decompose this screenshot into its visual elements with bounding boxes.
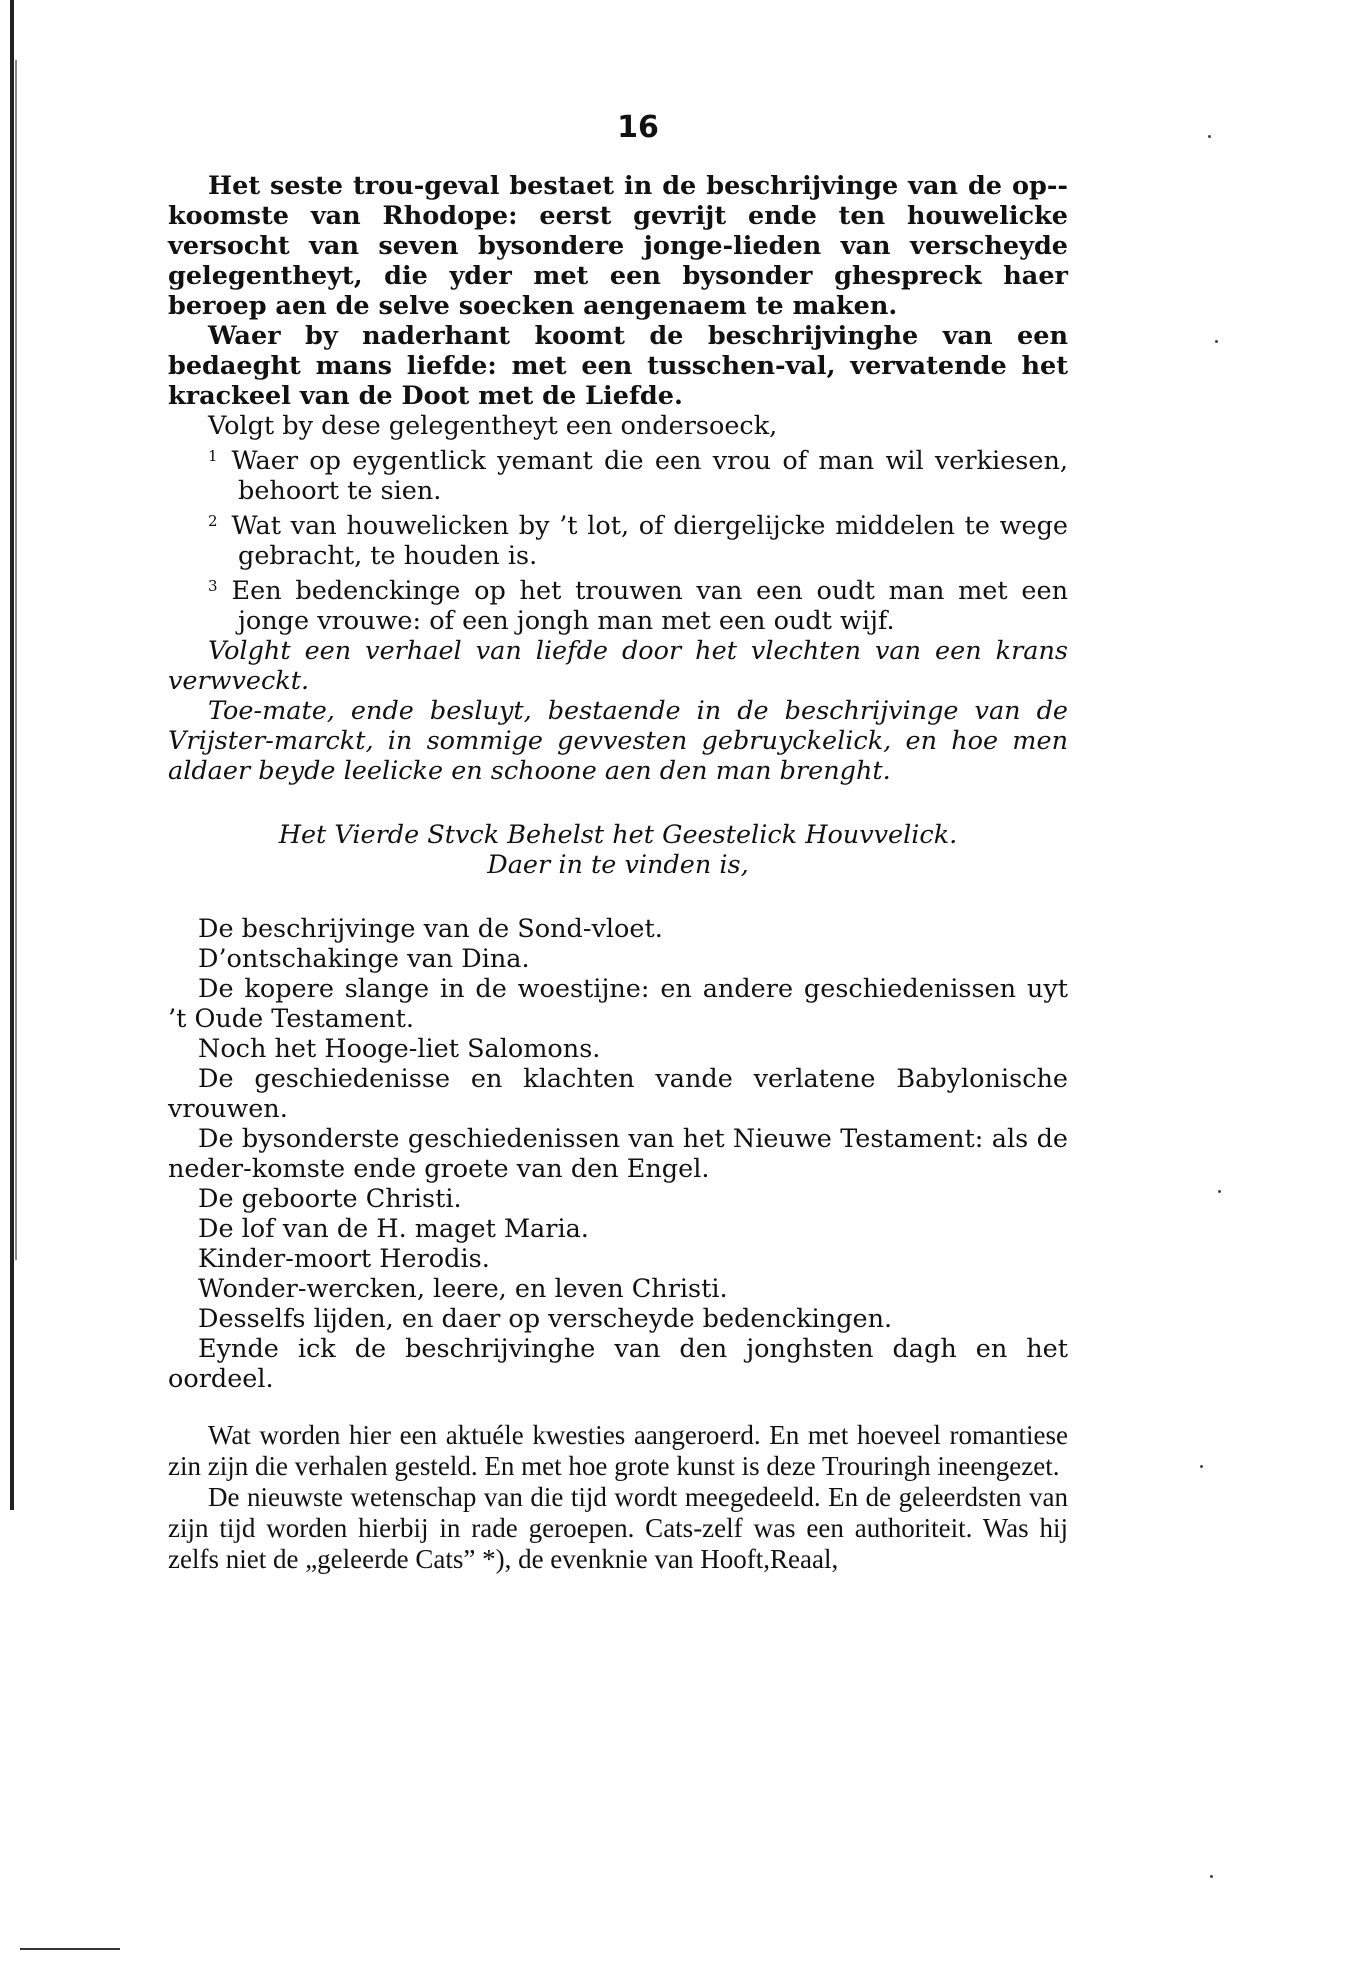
section-subheading: Daer in te vinden is,	[487, 850, 749, 880]
document-page	[168, 110, 1068, 1575]
summary-paragraph: Het seste trou-geval bestaet in de beschrijvinge van de op--koomste van Rhodope: eerst gevrijt ende ten houwelicke versocht van seven bysondere jonge-lieden van verscheyde gelegentheyt, die yder met een bysonder ghespreck haer beroep aen de selve soecken aengenaem te maken.	[168, 171, 1068, 321]
question-text: Wat van houwelicken by ’t lot, of diergelijcke middelen te wege gebracht, te houden is.	[231, 511, 1068, 571]
contents-item: D’ontschakinge van Dina.	[198, 944, 530, 974]
italic-paragraph: Volght een verhael van liefde door het vlechten van een krans verwveckt.	[168, 636, 1068, 696]
contents-item: Desselfs lijden, en daer op verscheyde bedenckingen.	[198, 1304, 893, 1334]
contents-item: Kinder-moort Herodis.	[198, 1244, 490, 1274]
question-number: 3	[208, 577, 218, 595]
contents-item: De beschrijvinge van de Sond-vloet.	[198, 914, 663, 944]
scan-speck	[1218, 1190, 1221, 1193]
page-spine-edge	[15, 60, 17, 1260]
essay-section	[168, 1420, 1068, 1575]
contents-item: De lof van de H. maget Maria.	[198, 1214, 589, 1244]
question-item	[208, 441, 1068, 506]
summary-paragraph: Volgt by dese gelegentheyt een ondersoeck,	[208, 411, 778, 441]
question-item	[208, 571, 1068, 636]
section-heading: Het Vierde Stvck Behelst het Geestelick Houvvelick.	[278, 820, 958, 850]
essay-paragraph: De nieuwste wetenschap van die tijd wordt meegedeeld. En de geleerdsten van zijn tijd worden hierbij in rade geroepen. Cats-zelf was een authoriteit. Was hij zelfs niet de „geleerde Cats” *), de evenknie van Hooft,Reaal,	[168, 1482, 1068, 1574]
contents-list	[168, 914, 1068, 1394]
italic-paragraph: Toe-mate, ende besluyt, bestaende in de beschrijvinge van de Vrijster-marckt, in sommige gevvesten gebruyckelick, en hoe men aldaer beyde leelicke en schoone aen den man brenght.	[168, 696, 1068, 786]
contents-item: De geschiedenisse en klachten vande verlatene Babylonische vrouwen.	[168, 1064, 1068, 1124]
summary-paragraph: Waer by naderhant koomt de beschrijvinghe van een bedaeght mans liefde: met een tusschen-val, vervatende het krackeel van de Doot met de Liefde.	[168, 321, 1068, 411]
summary-section	[168, 171, 1068, 786]
page-spine-shadow	[10, 0, 14, 1510]
question-text: Waer op eygentlick yemant die een vrou of man wil verkiesen, behoort te sien.	[231, 446, 1068, 506]
question-item	[208, 506, 1068, 571]
question-text: Een bedenckinge op het trouwen van een oudt man met een jonge vrouwe: of een jongh man met een oudt wijf.	[231, 576, 1068, 636]
scan-speck	[1210, 1875, 1213, 1878]
scan-speck	[1208, 135, 1211, 138]
contents-item: De geboorte Christi.	[198, 1184, 462, 1214]
page-number: 16	[617, 110, 659, 145]
contents-item: De bysonderste geschiedenissen van het Nieuwe Testament: als de neder-komste ende groete van den Engel.	[168, 1124, 1068, 1184]
contents-item: De kopere slange in de woestijne: en andere geschiedenissen uyt ’t Oude Testament.	[168, 974, 1068, 1034]
scan-speck	[1200, 1465, 1203, 1468]
contents-item: Wonder-wercken, leere, en leven Christi.	[198, 1274, 728, 1304]
question-number: 1	[208, 447, 218, 465]
scan-bottom-mark	[20, 1948, 120, 1950]
scan-speck	[1215, 340, 1218, 343]
contents-item: Eynde ick de beschrijvinghe van den jonghsten dagh en het oordeel.	[168, 1334, 1068, 1394]
essay-paragraph: Wat worden hier een aktuéle kwesties aangeroerd. En met hoeveel romantiese zin zijn die verhalen gesteld. En met hoe grote kunst is deze Trouringh ineengezet.	[168, 1420, 1068, 1481]
contents-item: Noch het Hooge-liet Salomons.	[198, 1034, 601, 1064]
question-number: 2	[208, 512, 218, 530]
